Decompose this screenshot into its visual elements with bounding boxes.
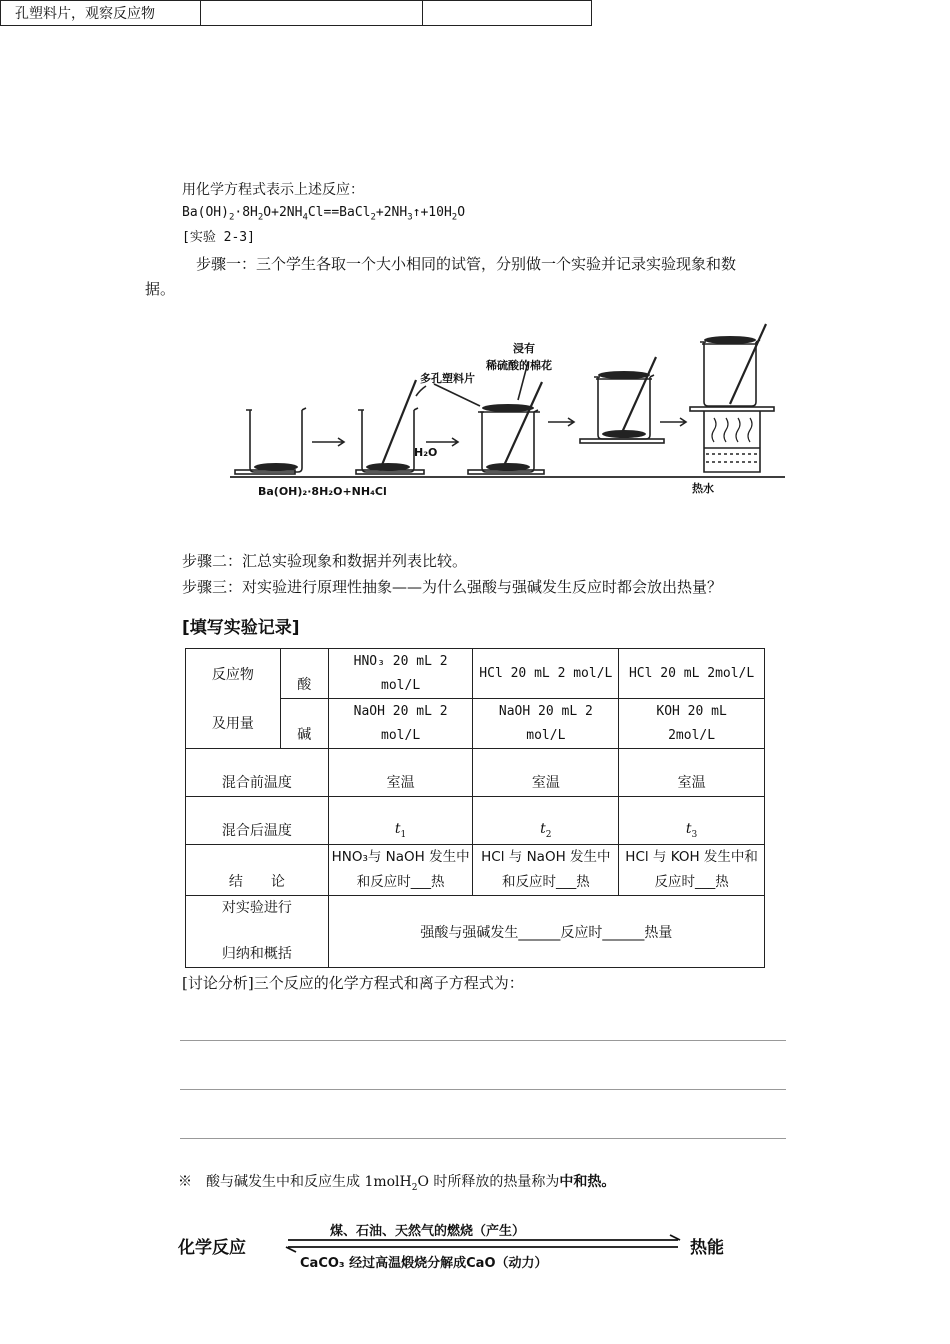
- top-table-cell: 孔塑料片，观察反应物: [1, 1, 201, 25]
- label-soaked: 浸有: [513, 342, 535, 355]
- after-temp-value: $t_3$: [619, 797, 765, 845]
- summary-label: 对实验进行 归纳和概括: [186, 896, 329, 968]
- acid-cell: HCl 20 mL 2mol/L: [619, 649, 765, 699]
- acid-label: 酸: [280, 649, 328, 699]
- step2: 步骤二：汇总实验现象和数据并列表比较。: [182, 552, 468, 570]
- energy-arrows: [282, 1234, 686, 1254]
- amount-label: 及用量: [186, 699, 281, 749]
- energy-forward-label: 煤、石油、天然气的燃烧（产生）: [330, 1224, 526, 1239]
- after-temp-value: $t_1$: [328, 797, 473, 845]
- step1-line2: 据。: [145, 280, 176, 298]
- before-temp-value: 室温: [473, 749, 619, 797]
- before-temp-value: 室温: [619, 749, 765, 797]
- apparatus-figure: [230, 322, 790, 502]
- discussion-prompt: [讨论分析]三个反应的化学方程式和离子方程式为：: [182, 974, 524, 992]
- top-table-cell: [201, 1, 423, 25]
- energy-reverse-label: CaCO₃ 经过高温煅烧分解成CaO（动力）: [300, 1256, 548, 1271]
- base-cell: KOH 20 mL 2mol/L: [619, 699, 765, 749]
- label-h2o: H₂O: [414, 446, 438, 459]
- conclusion-cell: HCl 与 NaOH 发生中 和反应时___热: [473, 845, 619, 896]
- label-cotton: 稀硫酸的棉花: [486, 359, 552, 372]
- before-temp-label: 混合前温度: [186, 749, 329, 797]
- experiment-label: [实验 2-3]: [182, 230, 255, 245]
- step1-line1: 步骤一：三个学生各取一个大小相同的试管，分别做一个实验并记录实验现象和数: [196, 255, 737, 273]
- top-table-fragment: [0, 0, 592, 26]
- label-plate: 多孔塑料片: [420, 372, 475, 385]
- record-table: [185, 648, 765, 968]
- chemical-equation: $Ba(OH)_2\cdot 8H_2O+2NH_4Cl==BaCl_2+2NH_3↑+10H_2O$: [182, 205, 466, 223]
- base-cell: NaOH 20 mL 2 mol/L: [328, 699, 473, 749]
- reactant-label: 反应物: [186, 649, 281, 699]
- step3: 步骤三：对实验进行原理性抽象——为什么强酸与强碱发生反应时都会放出热量？: [182, 578, 723, 596]
- conclusion-label: 结 论: [186, 845, 329, 896]
- acid-cell: HNO₃ 20 mL 2 mol/L: [328, 649, 473, 699]
- label-reagents: Ba(OH)₂·8H₂O+NH₄Cl: [258, 485, 387, 498]
- equation-intro: 用化学方程式表示上述反应：: [182, 182, 364, 198]
- label-hot-water: 热水: [692, 482, 714, 495]
- after-temp-label: 混合后温度: [186, 797, 329, 845]
- base-label: 碱: [280, 699, 328, 749]
- conclusion-cell: HNO₃与 NaOH 发生中 和反应时___热: [328, 845, 473, 896]
- conclusion-cell: HCl 与 KOH 发生中和 反应时___热: [619, 845, 765, 896]
- answer-line[interactable]: [180, 1040, 786, 1041]
- after-temp-value: $t_2$: [473, 797, 619, 845]
- neutralization-heat-note: ※ 酸与碱发生中和反应生成 1molH$_2$O 时所释放的热量称为中和热。: [178, 1174, 616, 1193]
- record-heading: [填写实验记录]: [182, 618, 300, 638]
- energy-left: 化学反应: [178, 1238, 246, 1258]
- acid-cell: HCl 20 mL 2 mol/L: [473, 649, 619, 699]
- top-table-cell: [423, 1, 591, 25]
- summary-text: 强酸与强碱发生______反应时______热量: [328, 896, 764, 968]
- before-temp-value: 室温: [328, 749, 473, 797]
- answer-line[interactable]: [180, 1138, 786, 1139]
- energy-right: 热能: [690, 1238, 724, 1258]
- base-cell: NaOH 20 mL 2 mol/L: [473, 699, 619, 749]
- answer-line[interactable]: [180, 1089, 786, 1090]
